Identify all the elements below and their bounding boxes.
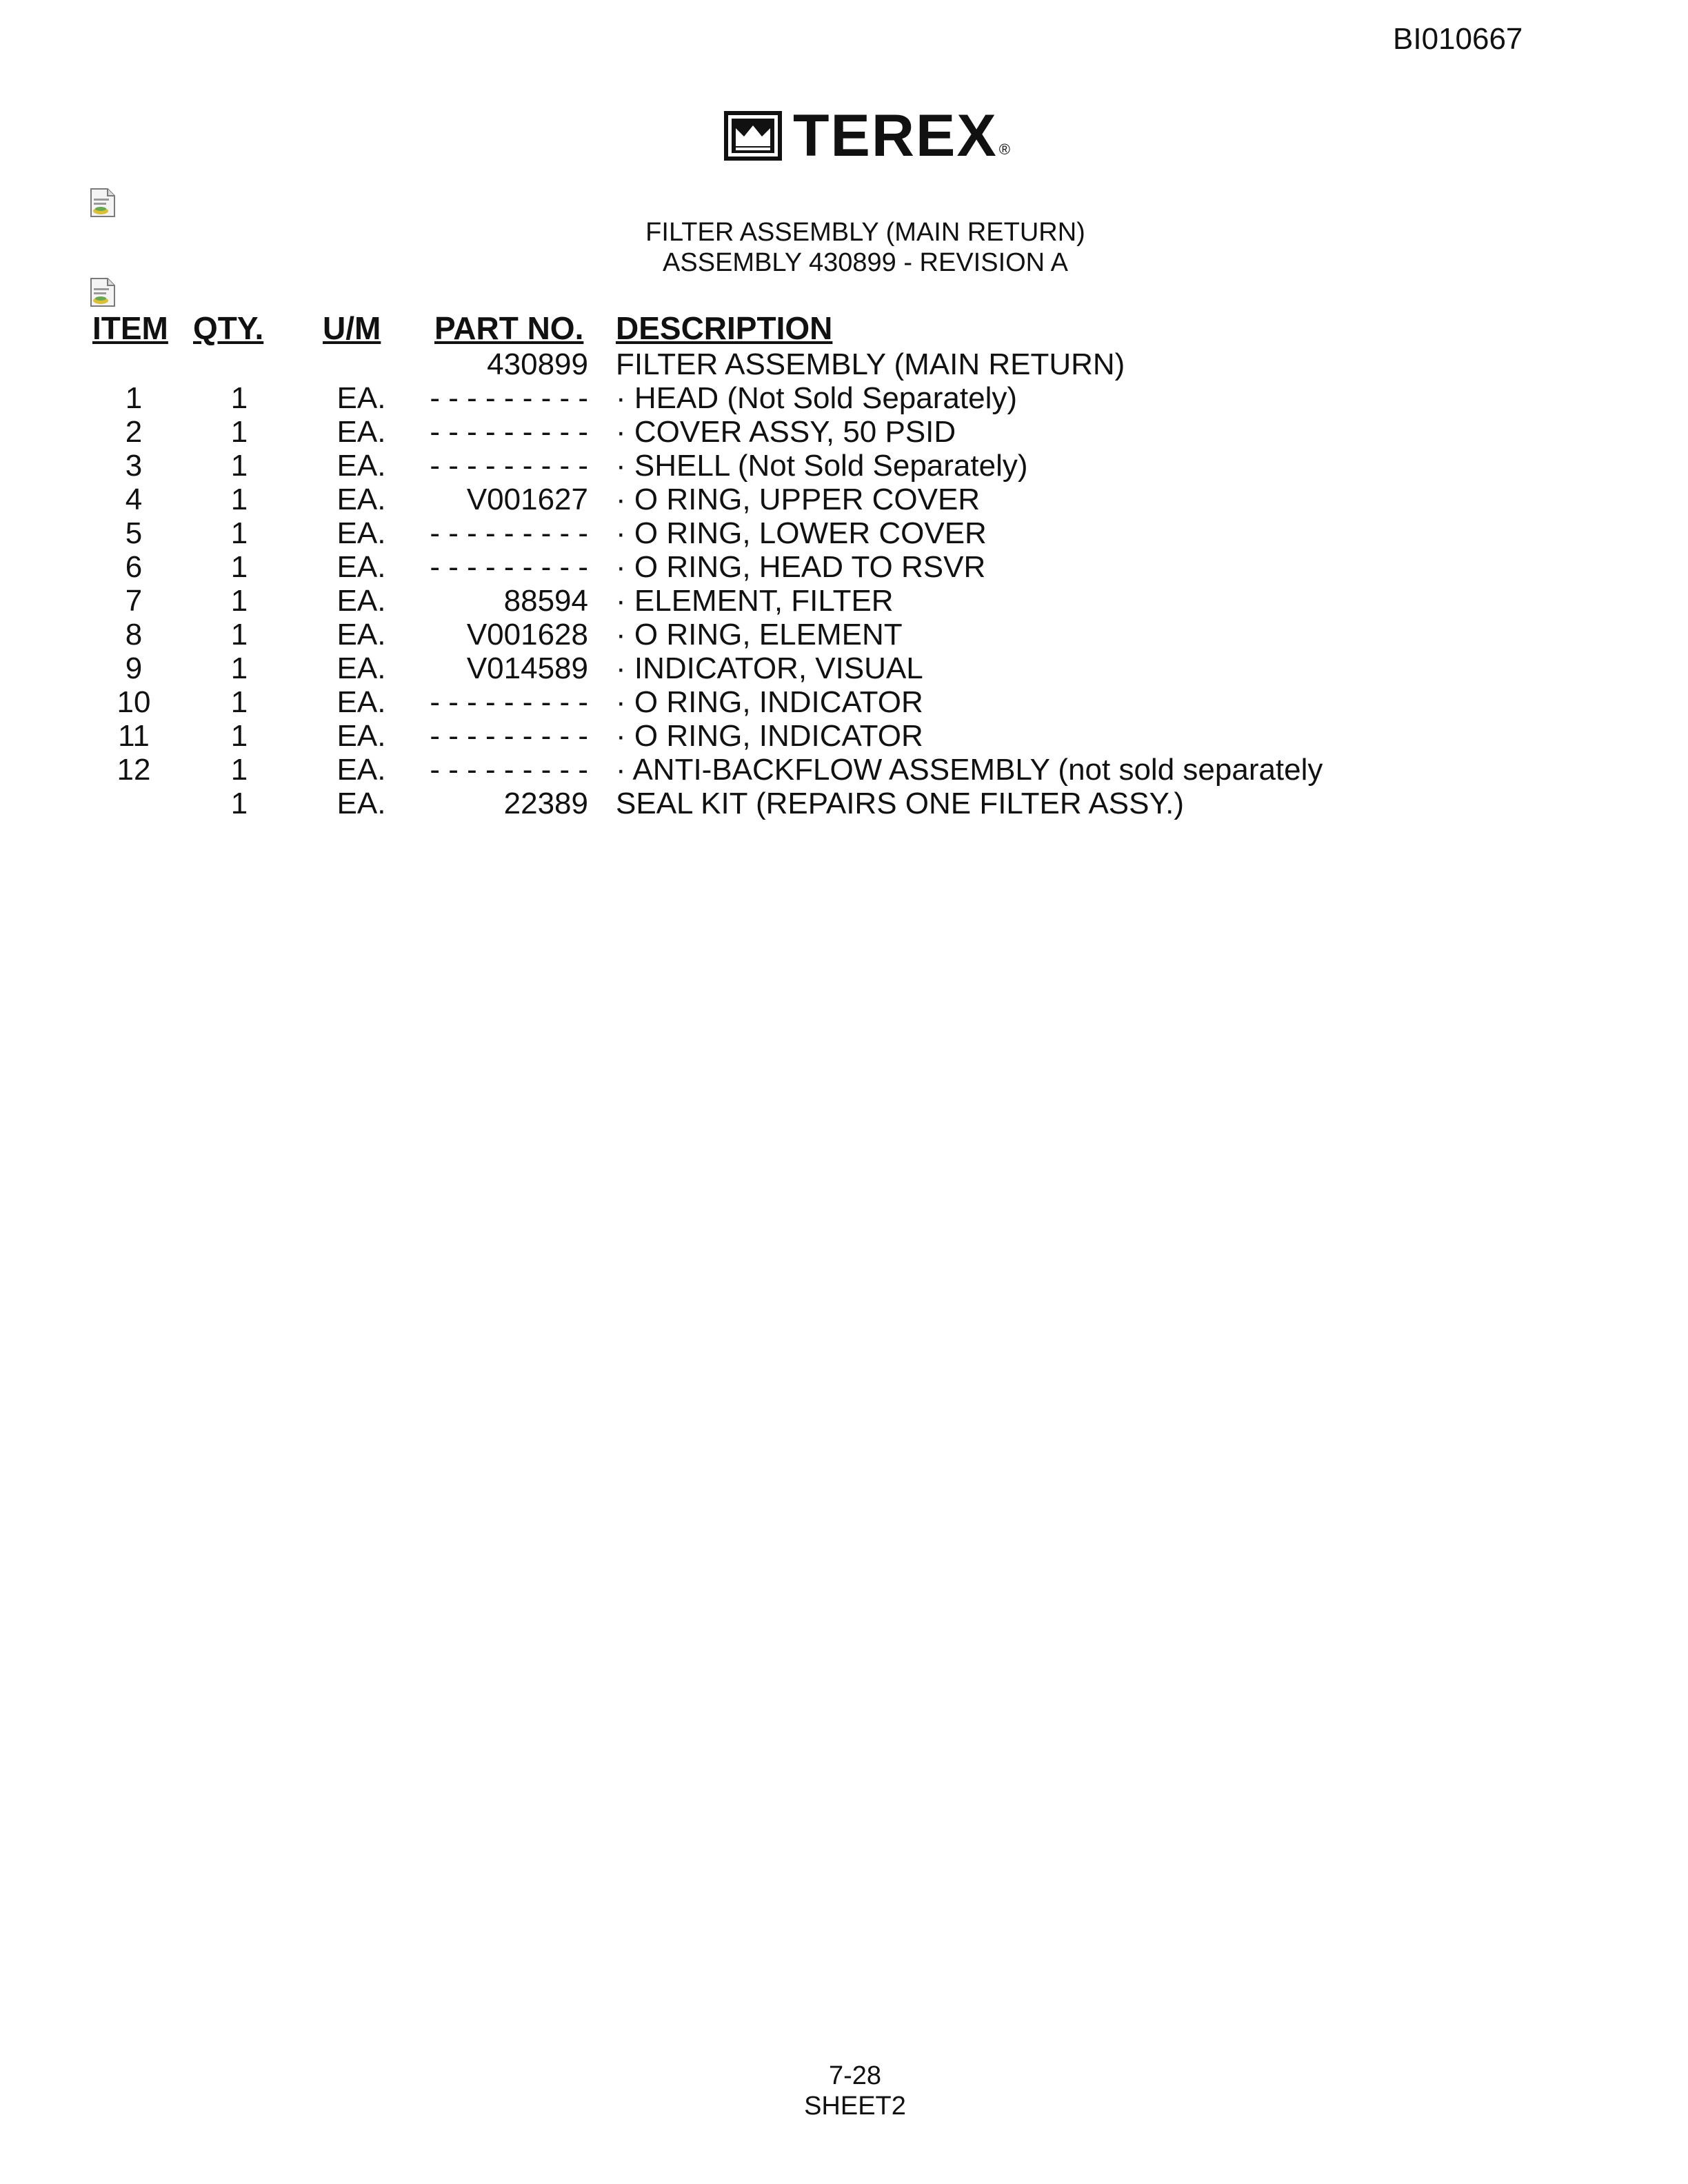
document-id: BI010667	[1393, 22, 1523, 56]
item-cell: 5	[125, 516, 143, 550]
part-no-cell: - - - - - - - - -	[430, 516, 588, 550]
qty-cell: 1	[230, 753, 248, 787]
terex-logo	[724, 103, 1010, 169]
column-header-qty: QTY.	[193, 310, 264, 346]
um-cell: EA.	[336, 483, 386, 516]
table-row	[92, 483, 1323, 516]
um-cell: EA.	[336, 584, 386, 618]
part-no-cell: - - - - - - - - -	[430, 685, 588, 719]
um-cell	[303, 347, 419, 381]
description-cell: · SHELL (Not Sold Separately)	[616, 449, 1028, 483]
table-row	[92, 651, 1323, 685]
part-no-cell: - - - - - - - - -	[430, 415, 588, 449]
item-cell	[92, 787, 175, 820]
table-row	[92, 787, 1323, 820]
item-cell: 9	[125, 651, 143, 685]
part-no-cell: - - - - - - - - -	[430, 719, 588, 753]
description-cell: · ANTI-BACKFLOW ASSEMBLY (not sold separately	[616, 753, 1323, 787]
qty-cell	[175, 347, 303, 381]
table-row	[92, 685, 1323, 719]
qty-cell: 1	[230, 381, 248, 415]
um-cell: EA.	[336, 753, 386, 787]
table-row	[92, 550, 1323, 584]
qty-cell: 1	[230, 685, 248, 719]
um-cell: EA.	[336, 415, 386, 449]
description-cell: · O RING, UPPER COVER	[616, 483, 981, 516]
registered-mark: ®	[998, 141, 1010, 158]
um-cell: EA.	[336, 550, 386, 584]
logo-text: TEREX	[793, 103, 998, 169]
part-no-cell: - - - - - - - - -	[430, 753, 588, 787]
qty-cell: 1	[230, 584, 248, 618]
item-cell: 10	[117, 685, 151, 719]
table-row	[92, 516, 1323, 550]
table-row	[92, 753, 1323, 787]
description-cell: · O RING, INDICATOR	[616, 719, 923, 753]
item-cell: 8	[125, 618, 143, 651]
um-cell: EA.	[336, 651, 386, 685]
item-cell: 7	[125, 584, 143, 618]
description-cell: · HEAD (Not Sold Separately)	[616, 381, 1017, 415]
part-no-cell: - - - - - - - - -	[430, 449, 588, 483]
part-no-cell: V001627	[466, 483, 588, 516]
item-cell: 4	[125, 483, 143, 516]
part-no-cell: - - - - - - - - -	[430, 381, 588, 415]
description-cell: SEAL KIT (REPAIRS ONE FILTER ASSY.)	[616, 787, 1185, 820]
column-header-item: ITEM	[92, 310, 168, 346]
um-cell: EA.	[336, 516, 386, 550]
um-cell: EA.	[336, 719, 386, 753]
embedded-document-icon[interactable]	[90, 188, 116, 218]
description-cell: · INDICATOR, VISUAL	[616, 651, 923, 685]
table-header-row	[92, 309, 1323, 347]
table-row	[92, 618, 1323, 651]
um-cell: EA.	[336, 449, 386, 483]
um-cell: EA.	[336, 685, 386, 719]
page-subtitle: ASSEMBLY 430899 - REVISION A	[663, 248, 1068, 277]
table-row	[92, 347, 1323, 381]
sheet-label: SHEET2	[804, 2092, 906, 2121]
part-no-cell: V001628	[466, 618, 588, 651]
table-row	[92, 584, 1323, 618]
item-cell	[92, 347, 175, 381]
part-no-cell: V014589	[466, 651, 588, 685]
description-cell: · COVER ASSY, 50 PSID	[616, 415, 956, 449]
part-no-cell: 88594	[503, 584, 588, 618]
um-cell: EA.	[336, 787, 386, 820]
column-header-um: U/M	[323, 310, 381, 346]
item-cell: 12	[117, 753, 151, 787]
um-cell: EA.	[336, 381, 386, 415]
qty-cell: 1	[230, 618, 248, 651]
column-header-description: DESCRIPTION	[616, 310, 833, 346]
table-row	[92, 719, 1323, 753]
um-cell: EA.	[336, 618, 386, 651]
part-no-cell: 22389	[503, 787, 588, 820]
description-cell: · O RING, INDICATOR	[616, 685, 923, 719]
item-cell: 1	[125, 381, 143, 415]
description-cell: · ELEMENT, FILTER	[616, 584, 894, 618]
table-row	[92, 449, 1323, 483]
qty-cell: 1	[230, 415, 248, 449]
crown-logo-icon	[724, 111, 782, 161]
part-no-cell: - - - - - - - - -	[430, 550, 588, 584]
embedded-document-icon[interactable]	[90, 277, 116, 307]
description-cell: · O RING, HEAD TO RSVR	[616, 550, 986, 584]
parts-table	[92, 309, 1323, 820]
item-cell: 2	[125, 415, 143, 449]
part-no-cell: 430899	[487, 347, 588, 381]
item-cell: 3	[125, 449, 143, 483]
qty-cell: 1	[230, 516, 248, 550]
qty-cell: 1	[230, 483, 248, 516]
table-row	[92, 381, 1323, 415]
page-title: FILTER ASSEMBLY (MAIN RETURN)	[645, 218, 1085, 247]
column-header-part-no: PART NO.	[434, 310, 584, 346]
page-number: 7-28	[828, 2061, 882, 2090]
qty-cell: 1	[230, 719, 248, 753]
description-cell: FILTER ASSEMBLY (MAIN RETURN)	[616, 347, 1125, 381]
table-row	[92, 415, 1323, 449]
qty-cell: 1	[230, 787, 248, 820]
qty-cell: 1	[230, 449, 248, 483]
item-cell: 11	[118, 719, 150, 753]
qty-cell: 1	[230, 651, 248, 685]
description-cell: · O RING, ELEMENT	[616, 618, 903, 651]
description-cell: · O RING, LOWER COVER	[616, 516, 987, 550]
qty-cell: 1	[230, 550, 248, 584]
item-cell: 6	[125, 550, 143, 584]
